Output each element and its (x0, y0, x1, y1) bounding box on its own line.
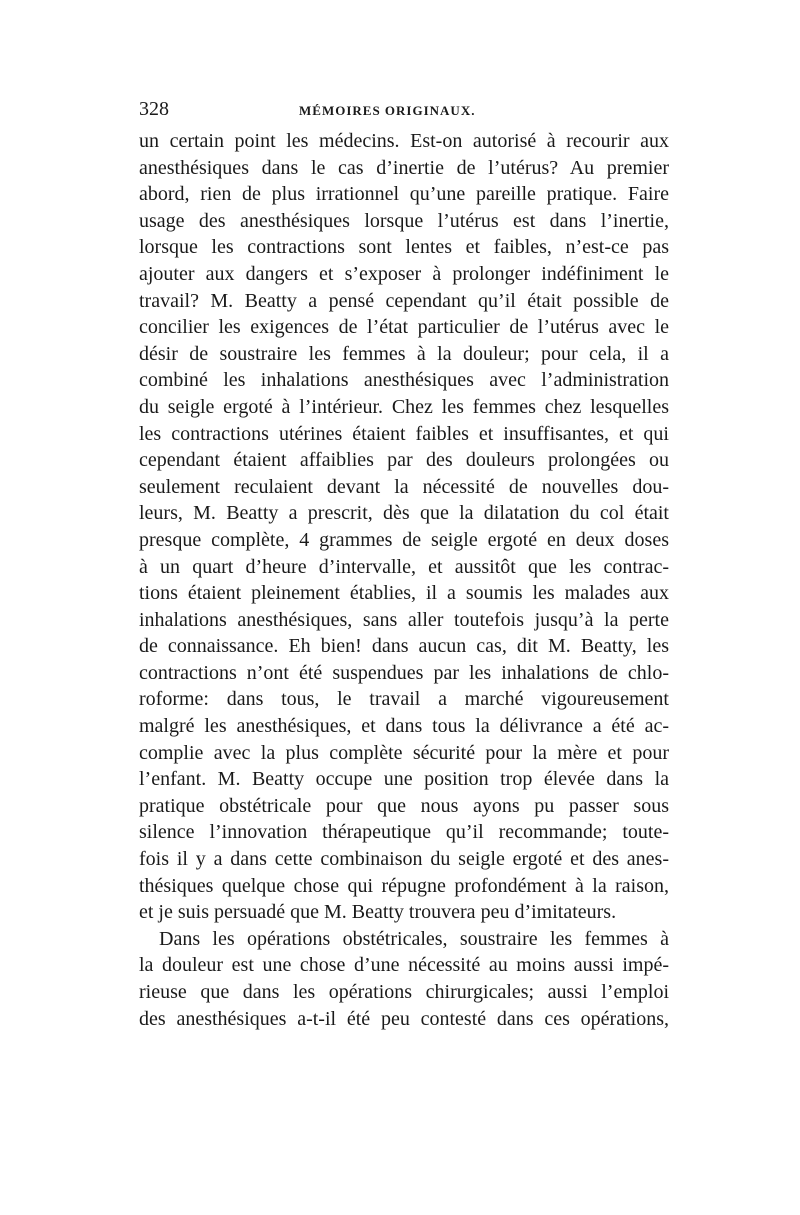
text-line: et je suis persuadé que M. Beatty trouvera peu d’imitateurs. (139, 901, 617, 924)
text-line: à un quart d’heure d’intervalle, et aussitôt que les contrac- (139, 555, 669, 578)
text-line: tions étaient pleinement établies, il a soumis les malades aux (139, 582, 669, 605)
text-line: désir de soustraire les femmes à la douleur; pour cela, il a (139, 342, 669, 365)
text-line: Dans les opérations obstétricales, soustraire les femmes à (159, 927, 669, 950)
text-line: ajouter aux dangers et s’exposer à prolonger indéfiniment le (139, 262, 669, 285)
text-line: la douleur est une chose d’une nécessité au moins aussi impé- (139, 954, 669, 977)
body-text (139, 128, 669, 1032)
text-line: de connaissance. Eh bien! dans aucun cas, dit M. Beatty, les (139, 635, 669, 658)
text-line: un certain point les médecins. Est-on autorisé à recourir aux (139, 130, 669, 152)
text-line: du seigle ergoté à l’intérieur. Chez les femmes chez lesquelles (139, 395, 669, 418)
text-line: abord, rien de plus irrationnel qu’une pareille pratique. Faire (139, 183, 669, 206)
text-line: thésiques quelque chose qui répugne profondément à la raison, (139, 874, 669, 897)
text-line: inhalations anesthésiques, sans aller toutefois jusqu’à la perte (139, 608, 669, 631)
text-line: lorsque les contractions sont lentes et faibles, n’est-ce pas (139, 236, 669, 259)
text-line: seulement reculaient devant la nécessité de nouvelles dou- (139, 475, 669, 498)
text-line: leurs, M. Beatty a prescrit, dès que la dilatation du col était (139, 502, 669, 525)
text-line: combiné les inhalations anesthésiques avec l’administration (139, 369, 669, 392)
text-line: les contractions utérines étaient faibles et insuffisantes, et qui (139, 422, 669, 445)
text-line: cependant étaient affaiblies par des douleurs prolongées ou (139, 449, 669, 472)
text-line: fois il y a dans cette combinaison du seigle ergoté et des anes- (139, 848, 669, 871)
page-number: 328 (139, 98, 169, 120)
text-line: concilier les exigences de l’état particulier de l’utérus avec le (139, 316, 669, 339)
text-line: presque complète, 4 grammes de seigle ergoté en deux doses (139, 528, 669, 551)
text-line: travail? M. Beatty a pensé cependant qu’il était possible de (139, 289, 669, 312)
paragraph (139, 926, 669, 1032)
text-line: silence l’innovation thérapeutique qu’il recommande; toute- (139, 821, 669, 844)
running-head (139, 98, 669, 128)
text-line: l’enfant. M. Beatty occupe une position trop élevée dans la (139, 768, 669, 791)
text-line: rieuse que dans les opérations chirurgicales; aussi l’emploi (139, 981, 669, 1003)
paragraph (139, 128, 669, 926)
text-line: complie avec la plus complète sécurité pour la mère et pour (139, 741, 669, 764)
text-line: usage des anesthésiques lorsque l’utérus est dans l’inertie, (139, 209, 669, 232)
text-line: anesthésiques dans le cas d’inertie de l’utérus? Au premier (139, 156, 669, 179)
text-line: des anesthésiques a-t-il été peu contesté dans ces opérations, (139, 1007, 669, 1030)
book-page (139, 98, 669, 1032)
text-line: contractions n’ont été suspendues par les inhalations de chlo- (139, 661, 669, 684)
text-line: pratique obstétricale pour que nous ayons pu passer sous (139, 794, 669, 817)
text-line: malgré les anesthésiques, et dans tous la délivrance a été ac- (139, 715, 669, 738)
running-title: MÉMOIRES ORIGINAUX. (299, 103, 476, 118)
text-line: roforme: dans tous, le travail a marché vigoureusement (139, 688, 669, 711)
